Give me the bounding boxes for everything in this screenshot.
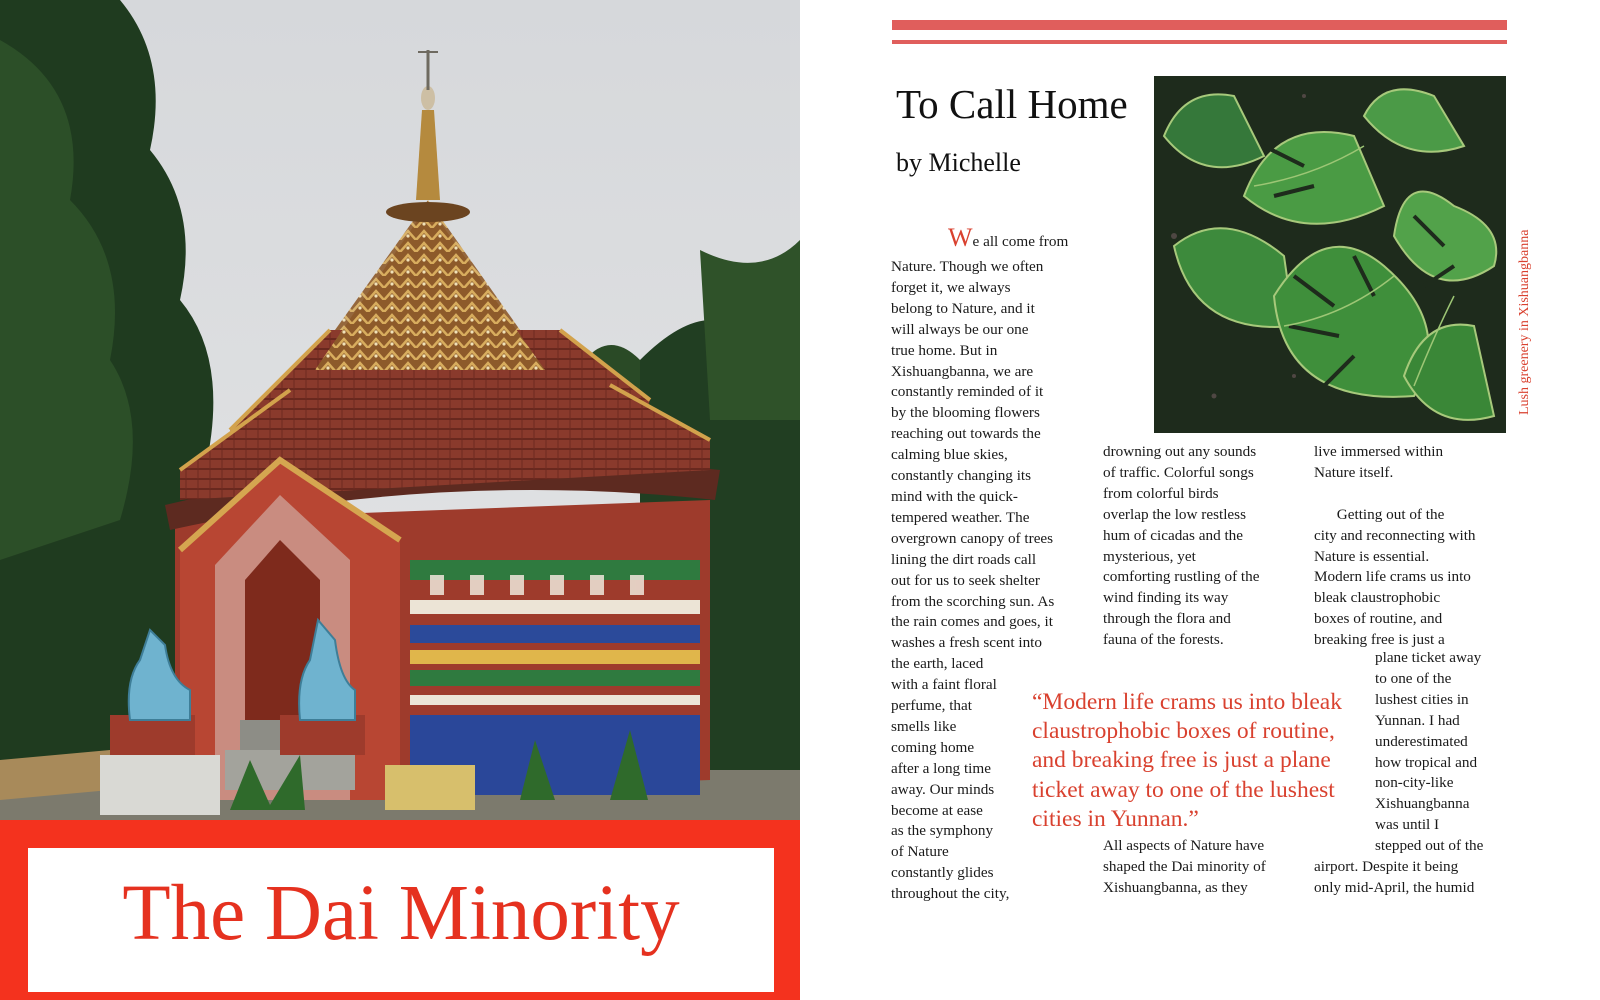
right-page <box>800 0 1600 1000</box>
header-rule-thin <box>892 40 1507 44</box>
header-rule-thick <box>892 20 1507 30</box>
page-title: The Dai Minority <box>122 870 680 957</box>
article-title: To Call Home <box>896 81 1128 127</box>
column-2-text-top: drowning out any sounds of traffic. Colorful songs from colorful birds overlap the low restless hum of cicadas and the mysterious, yet comforting rustling of the wind finding its way through the flora and fauna of the forests. <box>1103 443 1260 649</box>
monstera-photo <box>1154 76 1506 433</box>
column-3-text-middle: plane ticket away to one of the lushest cities in Yunnan. I had underestimated how tropical and non-city-like Xishuangbanna was until I stepped out of the <box>1375 649 1484 855</box>
column-1-opening <box>948 223 1069 253</box>
column-2-text-bottom: All aspects of Nature have shaped the Dai minority of Xishuangbanna, as they <box>1103 837 1266 896</box>
pull-quote: “Modern life crams us into bleak claustrophobic boxes of routine, and breaking free is just a plane ticket away to one of the lushest cities in Yunnan.” <box>1032 689 1342 832</box>
column-1-first-line: e all come from <box>972 233 1069 250</box>
title-box <box>28 848 774 992</box>
column-1-text: Nature. Though we often forget it, we always belong to Nature, and it will always be our one true home. But in Xishuangbanna, we are constantly reminded of it by the blooming flowers reaching out towards the calming blue skies, constantly changing its mind with the quick- tempered weather. The overgrown canopy of trees lining the dirt roads call out for us to seek shelter from the scorching sun. As the rain comes and goes, it washes a fresh scent into the earth, laced with a faint floral perfume, that smells like coming home after a long time away. Our minds become at ease as the symphony of Nature constantly glides throughout the city, <box>891 258 1055 903</box>
column-3-text-top: live immersed within Nature itself. Getting out of the city and reconnecting with Nature is essential. Modern life crams us into bleak claustrophobic boxes of routine, and breaking free is just a <box>1314 443 1476 649</box>
drop-cap: W <box>948 223 973 252</box>
temple-photo <box>0 0 800 820</box>
author-byline: by Michelle <box>896 148 1021 177</box>
column-3-text-bottom: airport. Despite it being only mid-April, the humid <box>1314 858 1475 896</box>
photo-caption: Lush greenery in Xishuangbanna <box>1517 229 1532 415</box>
